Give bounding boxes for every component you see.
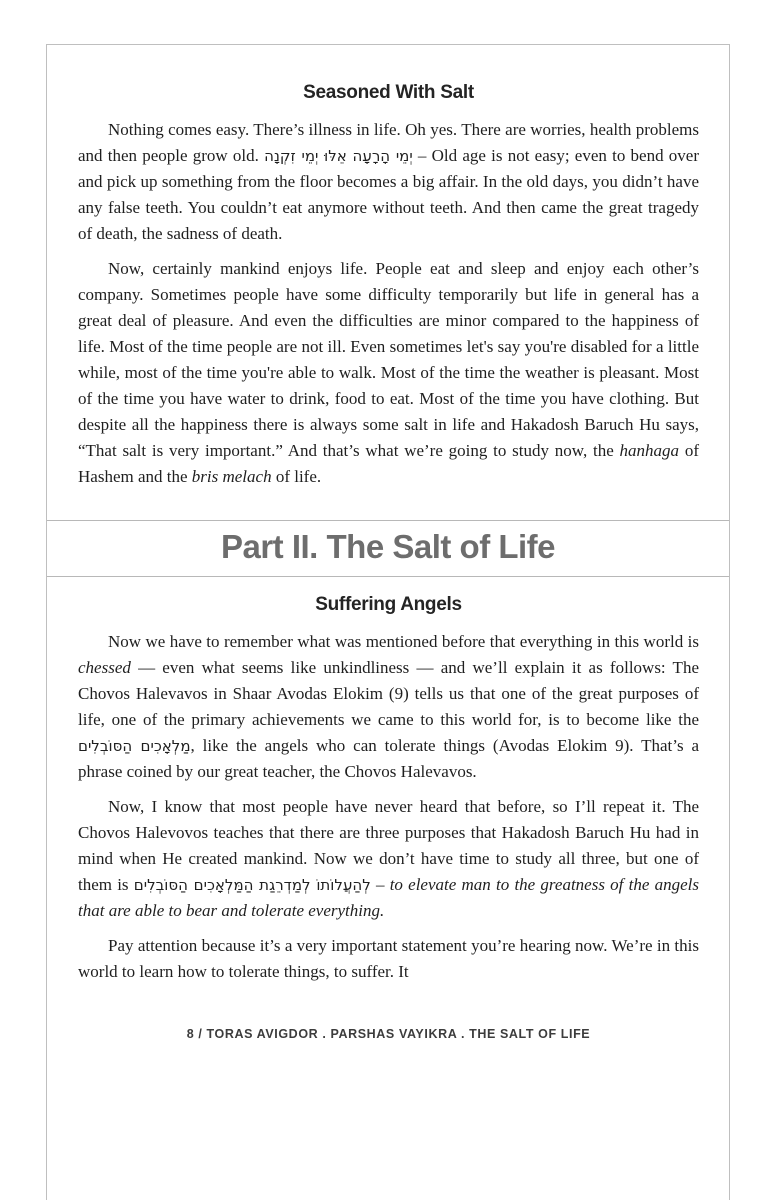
section-2	[47, 577, 729, 1041]
text-segment: –	[370, 875, 390, 894]
text-segment: chessed	[78, 658, 131, 677]
paragraph	[78, 117, 699, 247]
text-segment: of Hashem and the	[78, 441, 699, 486]
part-title: Part II. The Salt of Life	[220, 528, 556, 565]
section-heading-suffering-angels: Suffering Angels	[315, 594, 462, 615]
text-segment: – Old age is not easy; even to bend over and pick up something from the floor becomes a big affair. In the old days, you didn’t have any false teeth. You couldn’t eat anymore without teeth. And then came the great tragedy of death, the sadness of death.	[78, 146, 699, 243]
text-segment: — even what seems like unkindliness — and we’ll explain it as follows: The Chovos Halevavos in Shaar Avodas Elokim (9) tells us that one of the great purposes of life, one of the primary achievements we came to this world for, is to become like the	[78, 658, 699, 729]
page-footer: 8 / TORAS AVIGDOR . PARSHAS VAYIKRA . THE SALT OF LIFE	[186, 1027, 591, 1041]
text-segment: of life.	[271, 467, 322, 486]
text-segment: Pay attention because it’s a very important statement you’re hearing now. We’re in this world to learn how to tolerate things, to suffer. It	[78, 936, 699, 981]
hebrew-text: מַלְאָכִים הַסּוֹבְלִים	[78, 737, 191, 755]
section-heading-seasoned-with-salt: Seasoned With Salt	[303, 82, 474, 103]
text-segment: Now, certainly mankind enjoys life. People eat and sleep and enjoy each other’s company. Sometimes people have some difficulty temporarily but life in general has a great deal of pleasure. And even the difficulties are minor compared to the happiness of life. Most of the time people are not ill. Even sometimes let's say you're disabled for a little while, most of the time you're able to walk. Most of the time the weather is pleasant. Most of the time you have water to drink, food to eat. Most of the time you have clothing. But despite all the happiness there is always some salt in life and Hakadosh Baruch Hu says, “That salt is very important.” And that’s what we’re going to study now, the	[78, 259, 699, 460]
section-1	[47, 45, 729, 490]
text-segment: Now, I know that most people have never heard that before, so I’ll repeat it. The Chovos Halevovos teaches that there are three purposes that Hakadosh Baruch Hu had in mind when He created mankind. Now we don’t have time to study all three, but one of them is	[78, 797, 699, 894]
part-divider	[47, 520, 729, 577]
paragraph	[78, 794, 699, 924]
hebrew-text: לְהַעֲלוֹתוֹ לְמַדְרֵגַת הַמַּלְאָכִים הַסּוֹבְלִים	[133, 876, 371, 894]
text-segment: bris melach	[191, 467, 272, 486]
section-1-body	[78, 117, 699, 490]
text-segment: Nothing comes easy. There’s illness in life. Oh yes. There are worries, health problems and then people grow old.	[78, 120, 699, 165]
hebrew-text: יְמֵי הָרָעָה אֵלּוּ יְמֵי זִקְנָה	[264, 147, 413, 165]
text-segment: to elevate man to the greatness of the angels that are able to bear and tolerate everything.	[78, 875, 700, 920]
text-segment: Now we have to remember what was mentioned before that everything in this world is	[108, 632, 699, 651]
paragraph	[78, 256, 699, 490]
text-segment: , like the angels who can tolerate things (Avodas Elokim 9). That’s a phrase coined by our great teacher, the Chovos Halevavos.	[78, 736, 699, 781]
paragraph	[78, 933, 699, 985]
paragraph	[78, 629, 699, 785]
text-segment: hanhaga	[619, 441, 680, 460]
section-2-body	[78, 629, 699, 985]
document-page	[46, 44, 730, 1200]
